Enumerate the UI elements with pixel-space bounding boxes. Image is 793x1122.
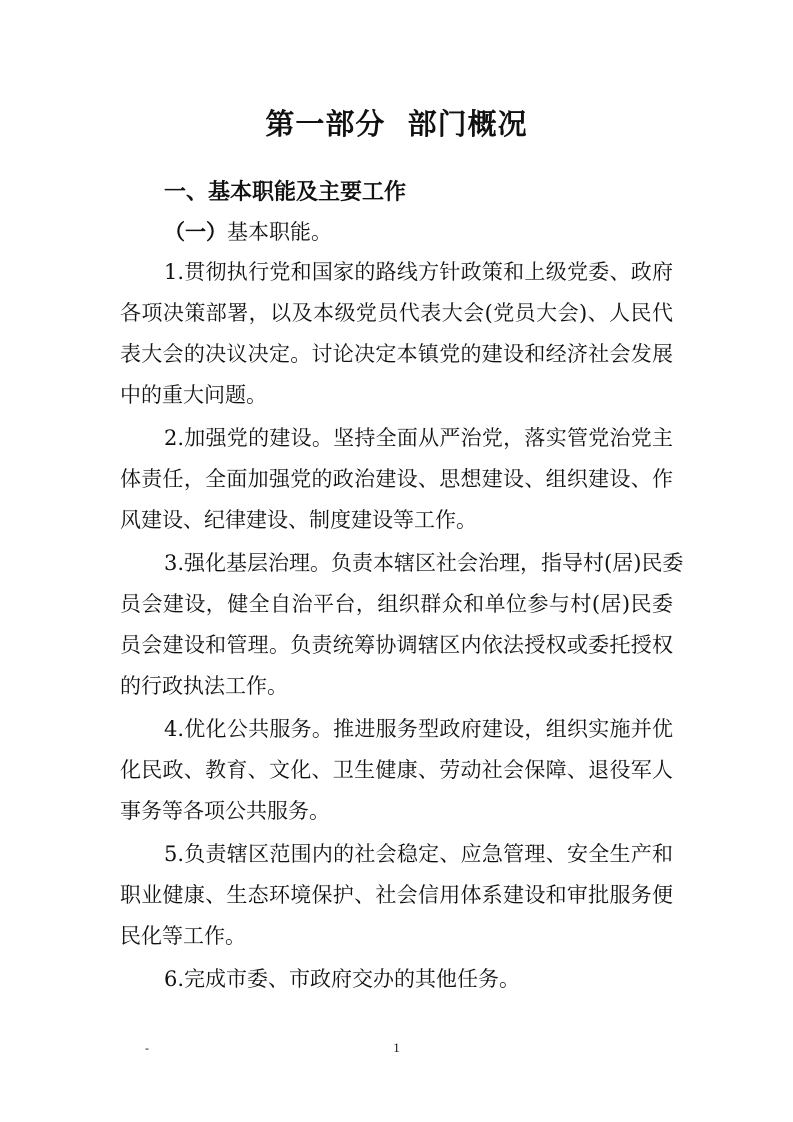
subheading bbox=[164, 214, 332, 250]
paragraph-line: 表大会的决议决定。讨论决定本镇党的建设和经济社会发展 bbox=[120, 342, 673, 366]
paragraph-line: 员会建设，健全自治平台，组织群众和单位参与村(居)民委 bbox=[120, 592, 673, 616]
subheading-number: （一） bbox=[164, 220, 227, 244]
paragraph-line: 3.强化基层治理。负责本辖区社会治理，指导村(居)民委 bbox=[164, 551, 684, 575]
paragraph-line: 1.贯彻执行党和国家的路线方针政策和上级党委、政府 bbox=[164, 260, 673, 284]
page-number: 1 bbox=[393, 1040, 400, 1055]
page-title: 第一部分 部门概况 bbox=[265, 107, 528, 141]
paragraph-line: 各项决策部署，以及本级党员代表大会(党员大会)、人民代 bbox=[120, 301, 673, 325]
paragraph-line: 2.加强党的建设。坚持全面从严治党，落实管党治党主 bbox=[164, 426, 673, 450]
paragraph-line: 员会建设和管理。负责统筹协调辖区内依法授权或委托授权 bbox=[120, 633, 673, 657]
paragraph-line: 化民政、教育、文化、卫生健康、劳动社会保障、退役军人 bbox=[120, 758, 673, 782]
paragraph-line: 民化等工作。 bbox=[120, 924, 246, 948]
paragraph-line: 体责任，全面加强党的政治建设、思想建设、组织建设、作 bbox=[120, 467, 673, 491]
paragraph-line: 6.完成市委、市政府交办的其他任务。 bbox=[164, 967, 521, 991]
section-heading: 一、基本职能及主要工作 bbox=[164, 180, 407, 205]
paragraph-line: 5.负责辖区范围内的社会稳定、应急管理、安全生产和 bbox=[164, 842, 673, 866]
paragraph-line: 的行政执法工作。 bbox=[120, 674, 288, 698]
paragraph-line: 事务等各项公共服务。 bbox=[120, 799, 330, 823]
paragraph-line: 中的重大问题。 bbox=[120, 383, 267, 407]
paragraph-line: 4.优化公共服务。推进服务型政府建设，组织实施并优 bbox=[164, 717, 673, 741]
footer-dash: - bbox=[145, 1041, 149, 1055]
subheading-text: 基本职能。 bbox=[227, 220, 332, 244]
paragraph-line: 职业健康、生态环境保护、社会信用体系建设和审批服务便 bbox=[120, 883, 673, 907]
paragraph-line: 风建设、纪律建设、制度建设等工作。 bbox=[120, 508, 477, 532]
